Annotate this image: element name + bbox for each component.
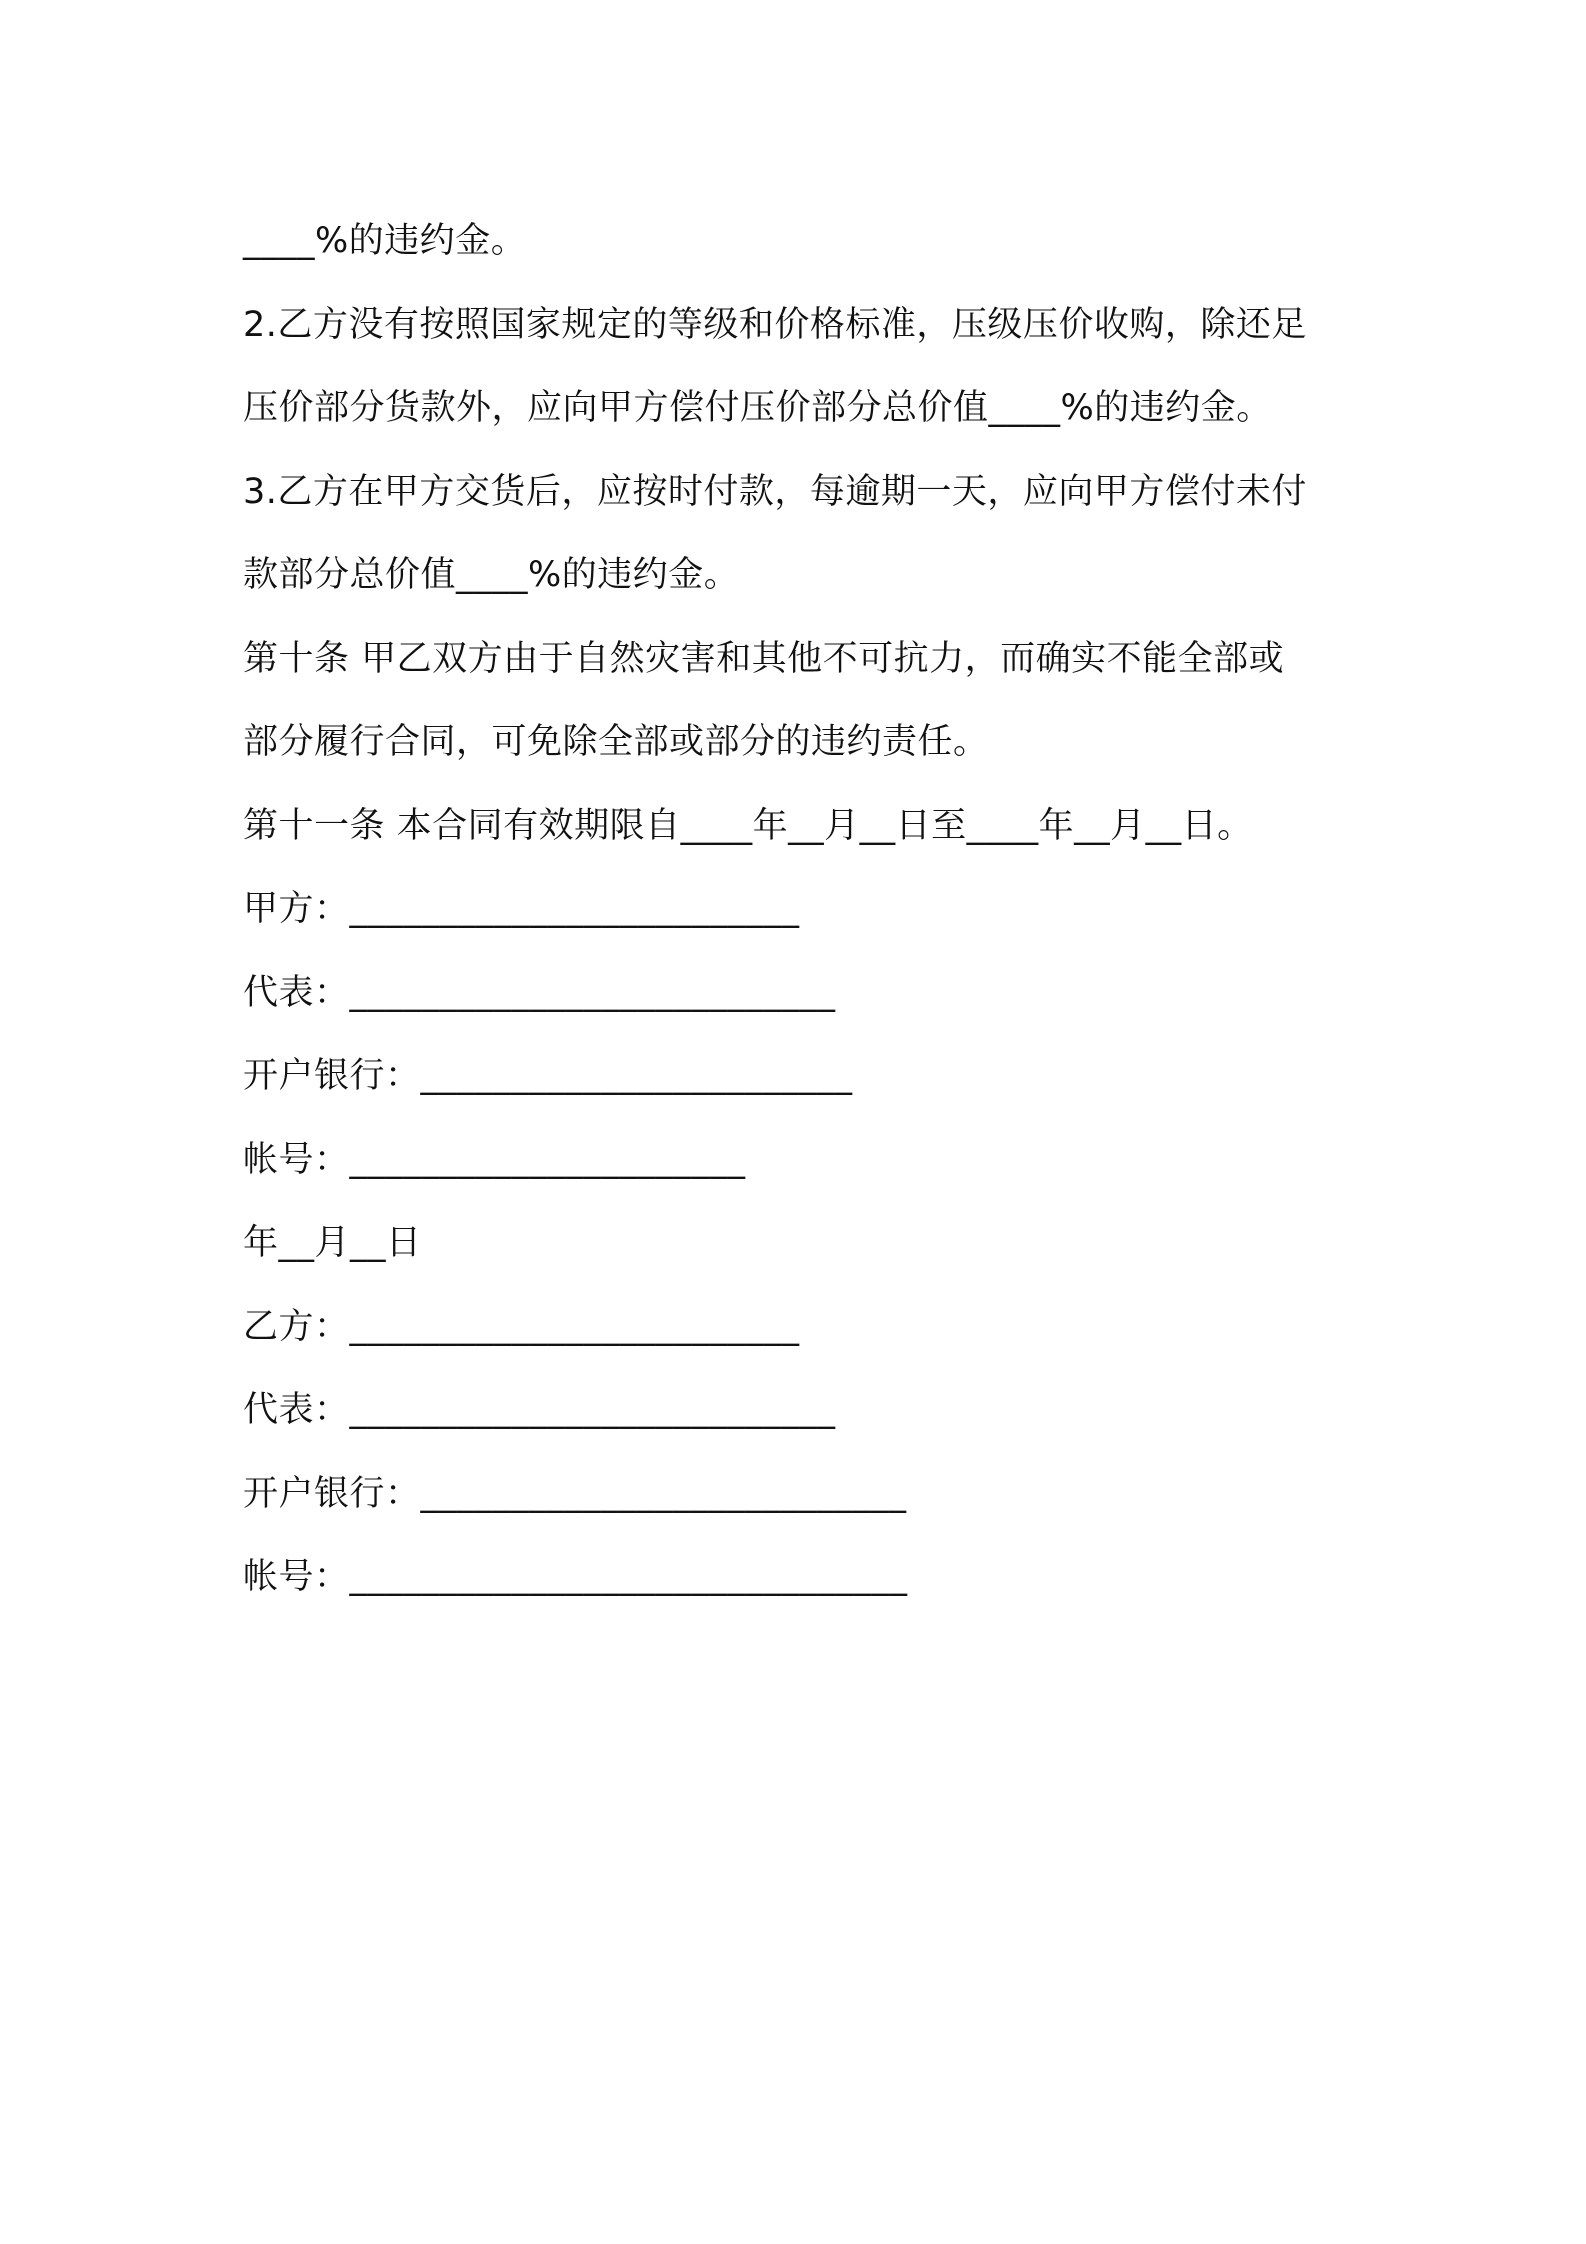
- party-a-field: 甲方：_________________________: [243, 889, 800, 929]
- penalty-clause-3-line-2: 款部分总价值____%的违约金。: [243, 555, 740, 595]
- document-body: [243, 200, 1353, 1620]
- party-b-field: 乙方：_________________________: [243, 1306, 800, 1347]
- penalty-clause-1-end: ____%的违约金。: [243, 221, 527, 261]
- party-a-representative-field: 代表：___________________________: [243, 972, 836, 1013]
- penalty-clause-3-line-1: 3.乙方在甲方交货后，应按时付款，每逾期一天，应向甲方偿付未付: [243, 471, 1307, 512]
- party-a-account-field: 帐号：______________________: [243, 1139, 746, 1180]
- article-10-line-1: 第十条 甲乙双方由于自然灾害和其他不可抗力，而确实不能全部或: [243, 638, 1285, 679]
- article-10-line-2: 部分履行合同，可免除全部或部分的违约责任。: [243, 722, 989, 762]
- penalty-clause-2-line-2: 压价部分货款外，应向甲方偿付压价部分总价值____%的违约金。: [243, 388, 1272, 428]
- party-b-account-field: 帐号：_______________________________: [243, 1557, 908, 1597]
- party-a-bank-field: 开户银行：________________________: [243, 1056, 853, 1096]
- party-b-representative-field: 代表：___________________________: [243, 1390, 836, 1430]
- signing-date-field: 年__月__日: [243, 1223, 422, 1263]
- party-b-bank-field: 开户银行：___________________________: [243, 1473, 907, 1514]
- article-11: 第十一条 本合同有效期限自____年__月__日至____年__月__日。: [243, 805, 1253, 846]
- penalty-clause-2-line-1: 2.乙方没有按照国家规定的等级和价格标准，压级压价收购，除还足: [243, 304, 1307, 345]
